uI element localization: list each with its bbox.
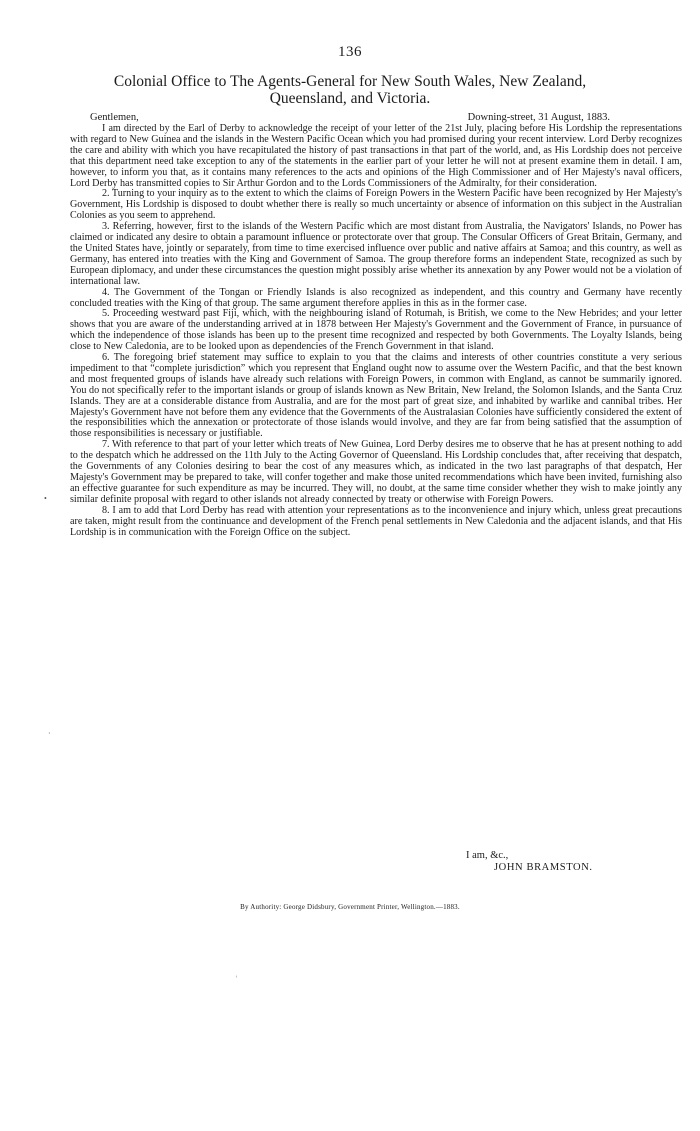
closing-line: I am, &c.,	[466, 850, 509, 861]
heading-line-1: Colonial Office to The Agents-General for New South Wales, New Zealand,	[113, 73, 587, 90]
paragraph-5: 5. Proceeding westward past Fiji, which, with the neighbouring island of Rotumah, is British, we come to the New Hebrides; and your letter shows that you are aware of the understanding arrived at in 1878 between Her Majesty's Government and the Government of France, in pursuance of which the independence of those islands has been up to the present time recognized and respected by both Governments. The Loyalty Islands, being close to New Caledonia, are to be looked upon as dependencies of the French Government in that island.	[70, 308, 682, 353]
printer-imprint: By Authority: George Didsbury, Government Printer, Wellington.—1883.	[240, 903, 460, 911]
letter-body	[70, 124, 682, 538]
paragraph-8: 8. I am to add that Lord Derby has read with attention your representations as to the inconvenience and injury which, unless great precautions are taken, might result from the continuance and development of the French penal settlements in New Caledonia and the adjacent islands, and that His Lordship is in communication with the Foreign Office on the subject.	[70, 504, 682, 538]
paragraph-1: I am directed by the Earl of Derby to acknowledge the receipt of your letter of the 21st July, placing before His Lordship the representations with regard to New Guinea and the islands in the Western Pacific Ocean which you had promised during your recent interview. Lord Derby recognizes the care and ability with which you have recapitulated the history of past transactions in that part of the world, and, as His Lordship does not perceive that this department need take exception to any of the statements in the earlier part of your letter he will not at present examine them in detail. I am, however, to inform you that, as it contains many references to the acts and opinions of the High Commissioner and of Her Majesty's naval officers, Lord Derby has transmitted copies to Sir Arthur Gordon and to the Lords Commissioners of the Admiralty, for their consideration.	[70, 123, 682, 189]
paragraph-6: 6. The foregoing brief statement may suffice to explain to you that the claims and interests of other countries constitute a very serious impediment to that “complete jurisdiction” which you represent that England ought now to assume over the Western Pacific, and that the best known and most frequented groups of islands have already such relations with Foreign Powers, in common with England, as cannot be summarily ignored. You do not specifically refer to the important islands or group of islands known as New Britain, New Ireland, the Solomon Islands, and the Santa Cruz Islands. They are at a considerable distance from Australia, and are for the most part of great size, and inhabited by warlike and cannibal tribes. Her Majesty's Government have not before them any evidence that the Governments of the Australasian Colonies have sufficiently considered the extent of the responsibilities which the annexation or protectorate of those islands would involve, and they are far from being satisfied that the assumption of those responsibilities is necessary or justifiable.	[70, 352, 682, 440]
signature: JOHN BRAMSTON.	[494, 861, 593, 873]
closing-block	[450, 850, 593, 873]
paragraph-4: 4. The Government of the Tongan or Friendly Islands is also recognized as independent, and this country and Germany have recently concluded treaties with the King of that group. The same argument therefore applies in this as in the former case.	[70, 286, 682, 309]
margin-mark: •	[44, 494, 47, 503]
paragraph-3: 3. Referring, however, first to the islands of the Western Pacific which are most distant from Australia, the Navigators' Islands, no Power has claimed or indicated any desire to obtain a paramount influence or protectorate over that group. The Consular Officers of Great Britain, Germany, and the United States have, jointly or separately, from time to time exercised influence over public and native affairs at Samoa; and this country, as well as Germany, has entered into treaties with the King and Government of Samoa. The group therefore forms an independent State, recognized as such by European diplomacy, and under these circumstances the question might possibly arise whether its annexation by any Power would not be a violation of international law.	[70, 221, 682, 287]
stray-mark: ʿ	[235, 975, 238, 984]
letter-heading	[70, 73, 630, 107]
paragraph-7: 7. With reference to that part of your letter which treats of New Guinea, Lord Derby desires me to observe that he has at present nothing to add to the despatch which he addressed on the 11th July to the Acting Governor of Queensland. His Lordship concludes that, after receiving that despatch, the Governments of any Colonies desiring to bear the cost of any measures which, as indicated in the two last paragraphs of that despatch, Her Majesty's Government may be prepared to take, will confer together and make those united recommendations which have been invited, furnishing also an effective guarantee for such expenditure as may be incurred. They will, no doubt, at the same time consider whether they wish to make jointly any similar definite proposal with regard to other islands not already connected by treaty or otherwise with Foreign Powers.	[70, 439, 682, 505]
salutation: Gentlemen,	[90, 112, 139, 123]
paragraph-2: 2. Turning to your inquiry as to the extent to which the claims of Foreign Powers in the Western Pacific have been recognized by Her Majesty's Government, His Lordship is disposed to doubt whether there is really so much uncertainty or absence of information on this subject in the Australian Colonies as you seem to apprehend.	[70, 188, 682, 222]
dateline: Downing-street, 31 August, 1883.	[467, 112, 610, 123]
page-number: 136	[338, 44, 362, 60]
heading-line-2: Queensland, and Victoria.	[269, 90, 431, 107]
margin-mark: ·	[48, 729, 51, 738]
